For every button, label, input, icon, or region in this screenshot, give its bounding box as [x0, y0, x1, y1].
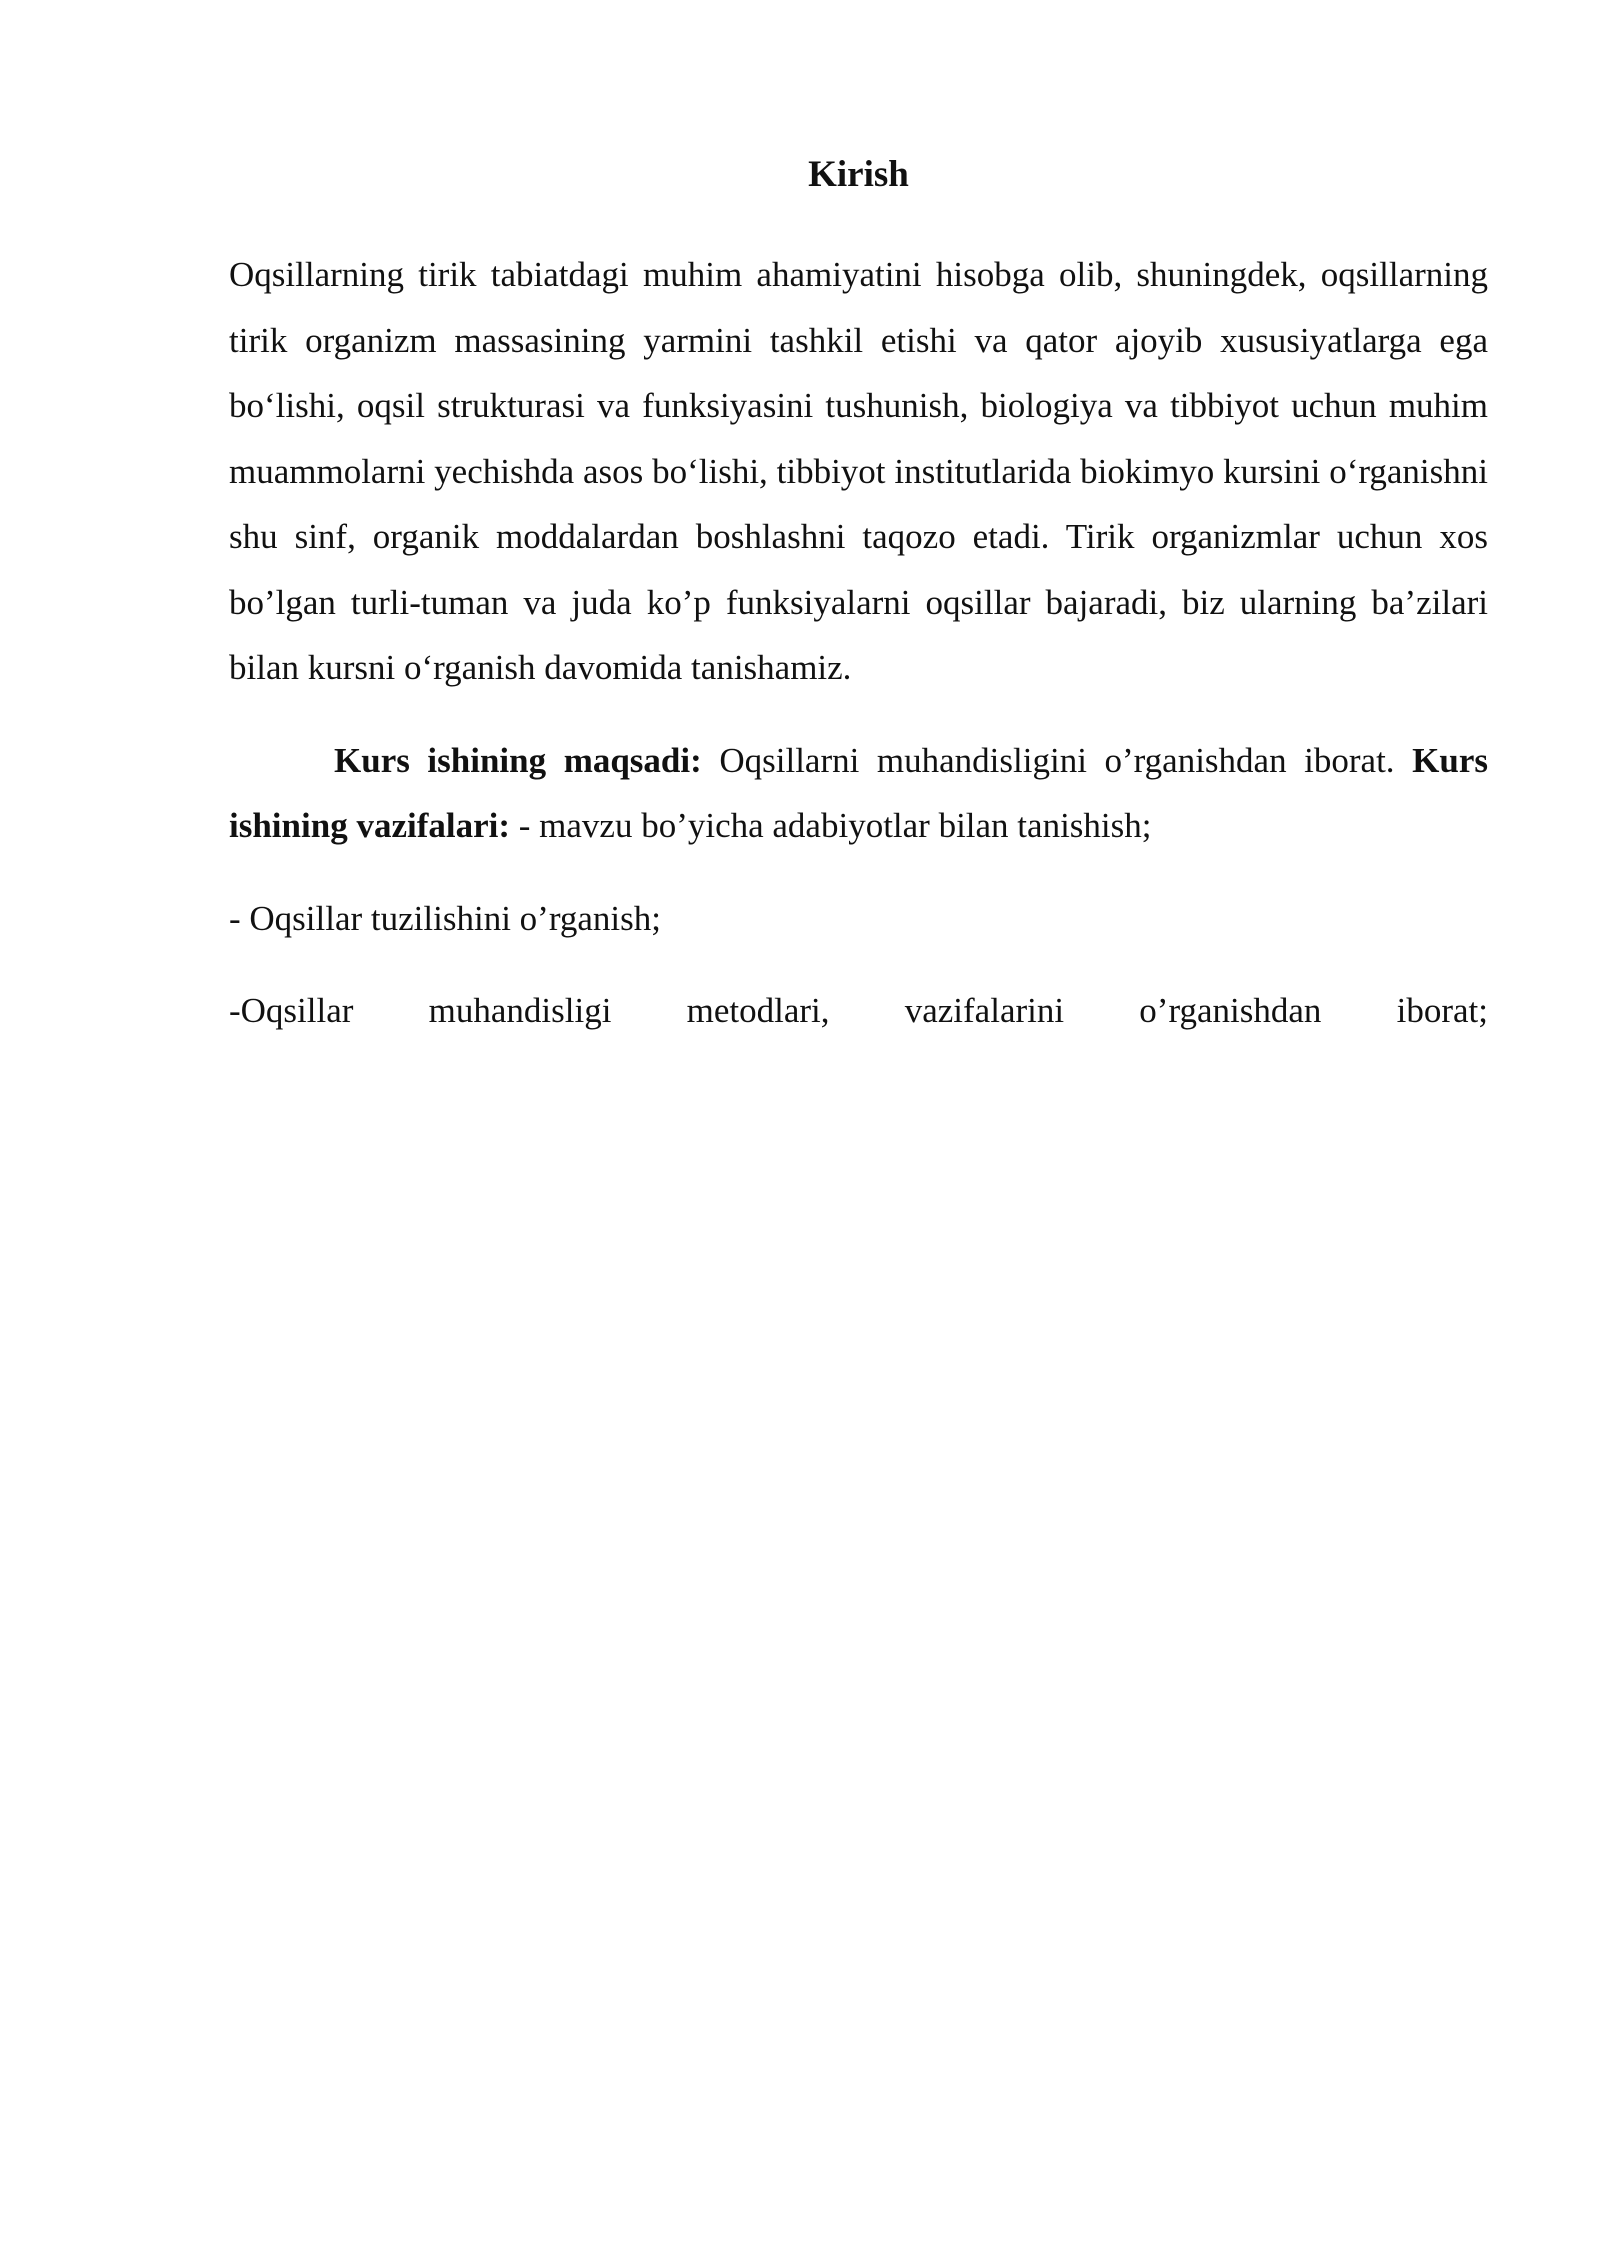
task-item-1: - Oqsillar tuzilishini o’rganish; — [229, 898, 661, 938]
document-body — [229, 150, 1488, 1044]
page-title: Kirish — [808, 154, 909, 195]
intro-paragraph: Oqsillarning tirik tabiatdagi muhim ahamiyatini hisobga olib, shuningdek, oqsillarning tirik organizm massasining yarmini tashkil etishi va qator ajoyib xususiyatlarga ega bo‘lishi, oqsil strukturasi va funksiyasini tushunish, biologiya va tibbiyot uchun muhim muammolarni yechishda asos bo‘lishi, tibbiyot institutlarida biokimyo kursini o‘rganishni shu sinf, organik moddalardan boshlashni taqozo etadi. Tirik organizmlar uchun xos bo’lgan turli-tuman va juda ko’p funksiyalarni oqsillar bajaradi, biz ularning ba’zilari bilan kursni o‘rganish davomida tanishamiz. — [229, 255, 1488, 687]
goal-text: Oqsillarni muhandisligini o’rganishdan iborat. — [701, 740, 1395, 780]
tasks-label: Kurs ishining vazifalari: — [229, 740, 1488, 845]
goals-paragraph — [229, 728, 1488, 859]
task-item-2: -Oqsillar muhandisligi metodlari, vazifalarini o’rganishdan iborat; — [229, 991, 1488, 1030]
tasks-text: - mavzu bo’yicha adabiyotlar bilan tanishish; — [510, 806, 1152, 845]
goal-label: Kurs ishining maqsadi: — [334, 740, 702, 780]
